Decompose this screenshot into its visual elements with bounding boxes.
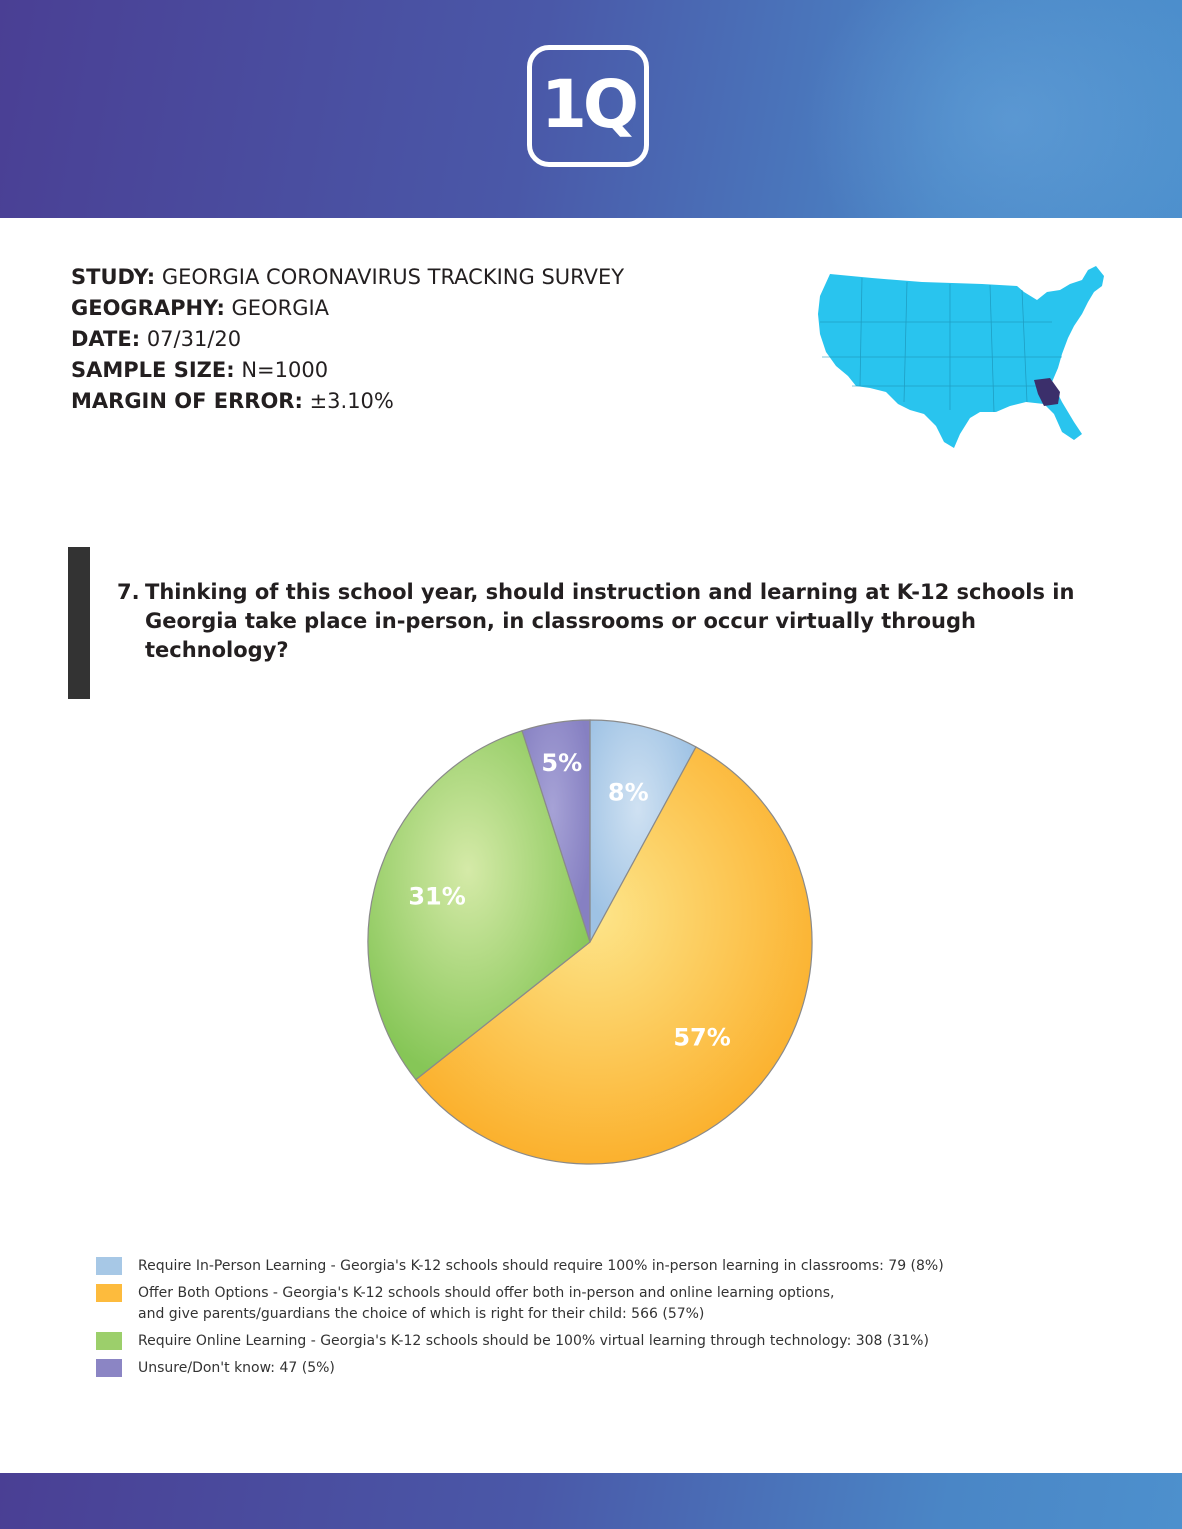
logo-text: 1Q	[540, 66, 636, 143]
legend-line: Require Online Learning - Georgia's K-12 schools should be 100% virtual learning through technology: 308 (31%)	[138, 1333, 929, 1349]
sample-label: SAMPLE SIZE:	[71, 358, 235, 382]
sample-row	[71, 355, 624, 386]
study-value: GEORGIA CORONAVIRUS TRACKING SURVEY	[161, 265, 625, 289]
date-label: DATE:	[71, 327, 141, 351]
study-label: STUDY:	[71, 265, 156, 289]
legend-text-3	[138, 1331, 929, 1352]
study-info	[71, 262, 624, 417]
legend-text-2	[138, 1283, 834, 1325]
moe-row	[71, 386, 624, 417]
legend-swatch-3	[96, 1332, 122, 1350]
company-logo	[527, 45, 649, 167]
pie-label-1: 8%	[607, 778, 649, 807]
date-value: 07/31/20	[146, 327, 242, 351]
legend-item-4	[96, 1358, 944, 1379]
footer-banner	[0, 1473, 1182, 1529]
question-accent-bar	[68, 547, 90, 699]
legend-swatch-2	[96, 1284, 122, 1302]
chart-legend	[96, 1256, 944, 1385]
moe-value: ±3.10%	[309, 389, 394, 413]
pie-label-3: 31%	[408, 882, 466, 911]
geography-label: GEOGRAPHY:	[71, 296, 225, 320]
legend-item-3	[96, 1331, 944, 1352]
us-map	[812, 262, 1112, 452]
date-row	[71, 324, 624, 355]
legend-line: Unsure/Don't know: 47 (5%)	[138, 1360, 335, 1376]
legend-line: Require In-Person Learning - Georgia's K-12 schools should require 100% in-person learning in classrooms: 79 (8%)	[138, 1258, 944, 1274]
legend-line: Offer Both Options - Georgia's K-12 schools should offer both in-person and online learning options,	[138, 1285, 835, 1301]
question	[117, 578, 1097, 665]
question-text: Thinking of this school year, should instruction and learning at K-12 schools in Georgia take place in-person, in classrooms or occur virtually through technology?	[145, 580, 1075, 662]
pie-label-2: 57%	[673, 1023, 731, 1052]
legend-item-1	[96, 1256, 944, 1277]
header-banner	[0, 0, 1182, 218]
legend-text-1	[138, 1256, 944, 1277]
legend-item-2	[96, 1283, 944, 1325]
question-number: 7.	[117, 580, 140, 604]
geography-value: GEORGIA	[231, 296, 330, 320]
moe-label: MARGIN OF ERROR:	[71, 389, 303, 413]
study-row	[71, 262, 624, 293]
legend-swatch-1	[96, 1257, 122, 1275]
legend-text-4	[138, 1358, 335, 1379]
legend-swatch-4	[96, 1359, 122, 1377]
legend-line: and give parents/guardians the choice of which is right for their child: 566 (57%)	[138, 1306, 705, 1322]
pie-label-4: 5%	[541, 749, 583, 778]
header-glow	[802, 0, 1182, 218]
sample-value: N=1000	[241, 358, 329, 382]
geography-row	[71, 293, 624, 324]
pie-chart	[360, 712, 820, 1172]
